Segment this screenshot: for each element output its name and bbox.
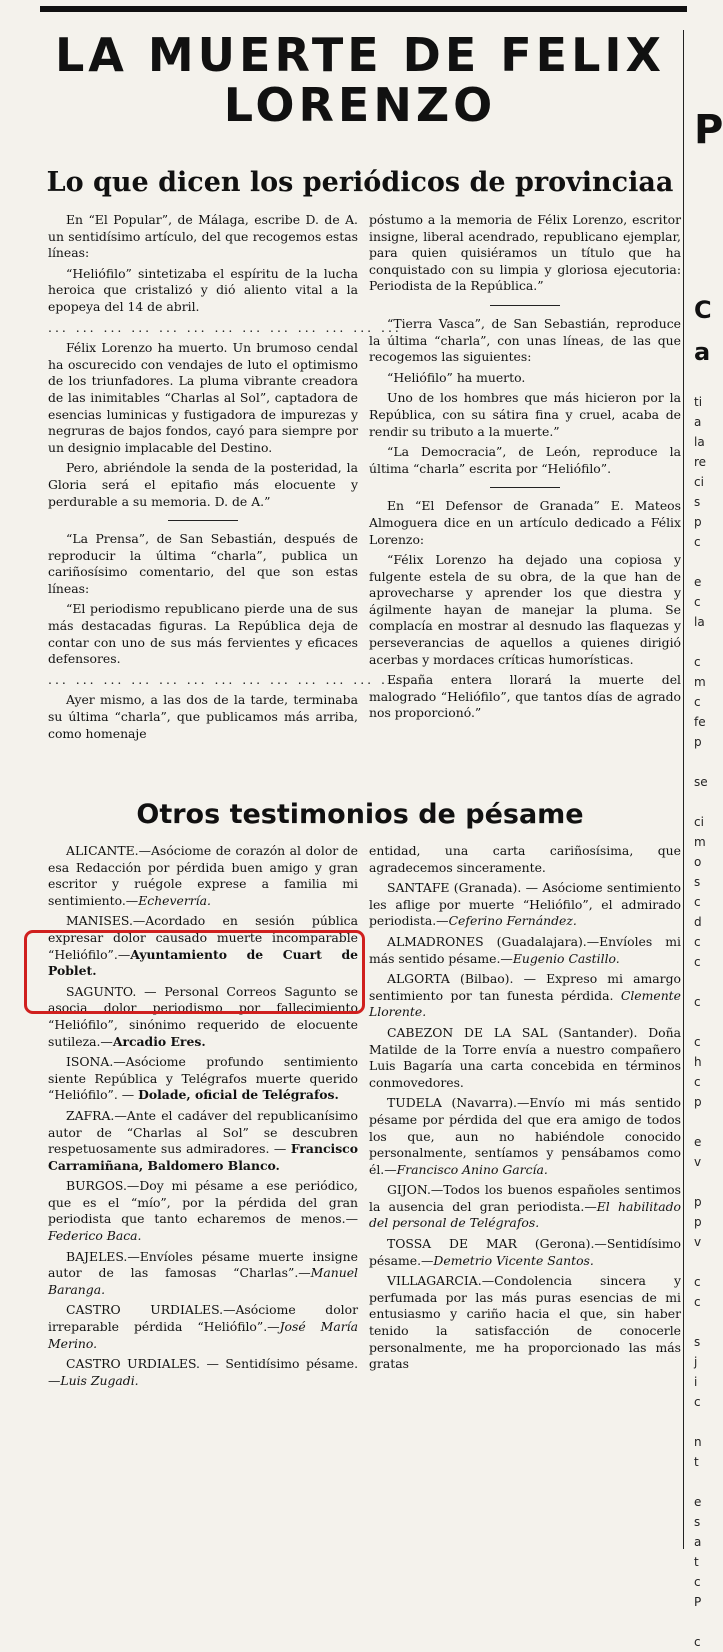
edge-fragment: s (694, 495, 701, 509)
condolence-entry (369, 1182, 681, 1232)
condolence-text: —Todos los buenos españoles sentimos la ausencia del gran periodista.— (369, 1182, 681, 1214)
place-name: TUDELA (387, 1095, 442, 1111)
edge-fragment: c (694, 535, 701, 549)
condolence-entry (48, 1108, 358, 1174)
paragraph: “La Democracia”, de León, reproduce la última “charla” escrita por “Heliófilo”. (369, 444, 681, 476)
place-name: MANISES. (66, 913, 133, 929)
condolences-left-column (48, 843, 358, 1393)
edge-fragment: c (694, 1275, 701, 1289)
paragraph: “La Prensa”, de San Sebastián, después de reproducir la última “charla”, publica un cariñosísimo comentario, del que son estas líneas: (48, 531, 358, 596)
paragraph: “Heliófilo” sintetizaba el espíritu de la lucha heroica que cristalizó y dió aliento vital a la epopeya del 14 de abril. (48, 265, 358, 314)
edge-fragment: e (694, 1495, 702, 1509)
condolence-entry (369, 1095, 681, 1178)
condolence-entry (369, 971, 681, 1021)
paragraph: “Tierra Vasca”, de San Sebastián, reproduce la última “charla”, con unas líneas, de las que recogemos las siguientes: (369, 315, 681, 365)
place-name: GIJON. (387, 1182, 431, 1198)
column-divider (683, 30, 684, 1549)
edge-fragment: d (694, 915, 702, 929)
signature: Arcadio Eres. (112, 1033, 206, 1049)
edge-fragment: c (694, 1075, 701, 1089)
separator (490, 487, 560, 488)
place-name: BAJELES. (66, 1248, 128, 1264)
edge-fragment (694, 1312, 707, 1332)
place-name: BURGOS. (66, 1178, 127, 1194)
adjacent-column-subhead-1: C (694, 296, 712, 324)
condolence-text: — Personal Correos Sagunto se asocia dolor periodismo por fallecimiento “Heliófilo”, sinónimo requerido de elocuente sutileza.— (48, 983, 358, 1049)
edge-fragment: t (694, 1455, 699, 1469)
right-column (369, 212, 681, 726)
edge-fragment (694, 1252, 707, 1272)
edge-fragment: la (694, 435, 705, 449)
edge-fragment: c (694, 1035, 701, 1049)
paragraph: “Heliófilo” ha muerto. (387, 369, 526, 385)
condolence-entry (48, 843, 358, 909)
condolence-entry (48, 1302, 358, 1352)
edge-fragment: P (694, 1595, 702, 1609)
edge-fragment (694, 1612, 707, 1632)
condolence-entry (48, 1356, 358, 1389)
signature: Ceferino Fernández. (448, 913, 577, 929)
edge-fragment: t (694, 1555, 699, 1569)
place-name: SANTAFE (387, 880, 450, 896)
condolence-entry (369, 1236, 681, 1269)
condolence-text: —Doy mi pésame a ese periódico, que es el “mío”, por la pérdida del gran periodista que tanto echaremos de menos.— (48, 1178, 358, 1227)
edge-fragment: s (694, 875, 701, 889)
paragraph: “Félix Lorenzo ha dejado una copiosa y fulgente estela de su obra, de la que han de aprovecharse y aprender los que diestra y ágilmente hayan de manejar la pluma. Se complacía en mostrar al desnudo las flaquezas y perseverancias de aquellos a quienes dirigió acerbas y mordaces críticas humorísticas. (369, 552, 681, 667)
condolence-entry (48, 1054, 358, 1104)
edge-fragment: c (694, 1635, 701, 1649)
edge-fragment (694, 1012, 707, 1032)
edge-fragment (694, 972, 707, 992)
paragraph: póstumo a la memoria de Félix Lorenzo, escritor insigne, liberal acendrado, republicano ejemplar, para quien quisiéramos un título que ha conquistado con su limpia y gloriosa ejecutoria: Periodista de la República.” (369, 212, 681, 294)
edge-fragment: o (694, 855, 702, 869)
edge-fragment: e (694, 575, 702, 589)
place-name: CABEZON DE LA SAL (387, 1024, 548, 1040)
condolence-text: (Granada). — Asóciome sentimiento les aflige por muerte “Heliófilo”, el admirado periodista.— (369, 880, 681, 929)
condolence-text: —Ante el cadáver del republicanísimo autor de “Charlas al Sol” se descubren respetuosamente sus admiradores. — (48, 1107, 358, 1157)
condolence-text: entidad, una carta cariñosísima, que agradecemos sinceramente. (369, 843, 681, 875)
edge-fragment: c (694, 595, 701, 609)
edge-fragment (694, 1472, 707, 1492)
signature: Dolade, oficial de Telégrafos. (138, 1087, 339, 1103)
condolence-text: (Gerona).—Sentidísimo pésame.— (369, 1236, 681, 1268)
signature: Demetrio Vicente Santos. (433, 1252, 594, 1268)
edge-fragment: c (694, 1395, 701, 1409)
place-name: TOSSA DE MAR (387, 1236, 517, 1252)
separator (168, 520, 238, 521)
condolences-right-column (369, 843, 681, 1377)
paragraph: Félix Lorenzo ha muerto. Un brumoso cendal ha oscurecido con vendajes de luto el optimismo de los triunfadores. La pluma vibrante creadora de las inimitables “Charlas al Sol”, captadora de esencias luminicas y fustigadora de impurezas y negruras de bajos fondos, cayó para siempre por un designio implacable del Destino. (48, 340, 358, 455)
place-name: ZAFRA. (66, 1107, 115, 1123)
place-name: SAGUNTO. (66, 983, 137, 999)
signature: Luis Zugadi. (60, 1372, 139, 1388)
adjacent-column-subhead-2: a (694, 338, 711, 366)
paragraph: Uno de los hombres que más hicieron por la República, con su sátira fina y cruel, acaba de rendir su tributo a la muerte.” (369, 390, 681, 439)
place-name: CASTRO URDIALES. (66, 1302, 224, 1318)
edge-fragment: ci (694, 815, 704, 829)
edge-fragment: s (694, 1335, 701, 1349)
signature: Echeverría. (138, 892, 211, 908)
signature: José María Merino. (48, 1319, 358, 1351)
condolence-text: (Bilbao). — Expreso mi amargo sentimiento por tan funesta pérdida. (369, 971, 681, 1003)
edge-fragment (694, 752, 707, 772)
edge-fragment: c (694, 1295, 701, 1309)
condolence-entry (48, 1249, 358, 1299)
edge-fragment: a (694, 1535, 702, 1549)
highlight-box (24, 930, 365, 1014)
edge-fragment (694, 552, 707, 572)
condolence-entry (369, 1025, 681, 1091)
condolence-text: — Sentidísimo pésame.— (48, 1356, 359, 1388)
condolence-text: (Guadalajara).—Envíoles mi más sentido pésame.— (369, 933, 681, 966)
edge-fragment: p (694, 1095, 702, 1109)
adjacent-column-fragments (694, 392, 707, 1652)
condolence-text: —Condolencia sincera y perfumada por las más puras esencias de mi entusiasmo y cariño hacia el que, sin haber tenido la satisfacción de conocerle personalmente, me ha proporcionado las más gratas (369, 1273, 681, 1372)
paragraph: España entera llorará la muerte del malogrado “Heliófilo”, que tantos días de agrado nos proporcionó.” (369, 672, 681, 721)
edge-fragment: c (694, 1575, 701, 1589)
section-title: Otros testimonios de pésame (136, 799, 584, 830)
edge-fragment: re (694, 455, 707, 469)
condolence-text: (Navarra).—Envío mi más sentido pésame por pérdida del que era amigo de todos los que, aun no habiéndole conocido personalmente, sentíamos y pensábamos como él.— (369, 1095, 681, 1177)
edge-fragment (694, 1112, 707, 1132)
edge-fragment: v (694, 1235, 702, 1249)
condolence-text: —Asóciome de corazón al dolor de esa Redacción por pérdida buen amigo y gran escritor y ruégole exprese a familia mi sentimiento.— (48, 843, 358, 908)
edge-fragment: i (694, 1375, 698, 1389)
paragraph: Ayer mismo, a las dos de la tarde, terminaba su última “charla”, que publicamos más arriba, como homenaje (48, 692, 358, 741)
edge-fragment: ti (694, 395, 703, 409)
edge-fragment: p (694, 735, 702, 749)
place-name: ALGORTA (387, 971, 450, 987)
paragraph: En “El Defensor de Granada” E. Mateos Almoguera dice en un artículo dedicado a Félix Lorenzo: (369, 498, 681, 547)
edge-fragment: e (694, 1135, 702, 1149)
place-name: ALMADRONES (387, 933, 484, 949)
edge-fragment: fe (694, 715, 706, 729)
edge-fragment (694, 792, 707, 812)
paragraph: Pero, abriéndole la senda de la posteridad, la Gloria será el epitafio más elocuente y perdurable a su memoria. D. de A.” (48, 460, 358, 509)
condolence-entry (369, 880, 681, 930)
condolence-entry (48, 1178, 358, 1244)
edge-fragment: c (694, 955, 701, 969)
signature: Clemente Llorente. (369, 987, 681, 1020)
condolence-text: (Santander). Doña Matilde de la Torre envía a nuestro compañero Luis Bagaría una carta concebida en términos conmovedores. (369, 1024, 681, 1090)
top-rule (40, 6, 687, 12)
edge-fragment: c (694, 995, 701, 1009)
edge-fragment: m (694, 835, 706, 849)
condolence-text: —Envíoles pésame muerte insigne autor de las famosas “Charlas”.— (48, 1248, 358, 1281)
place-name: CASTRO URDIALES. (66, 1356, 200, 1372)
condolence-entry (369, 843, 681, 876)
separator (490, 305, 560, 306)
edge-fragment: n (694, 1435, 702, 1449)
paragraph: ... ... ... ... ... ... ... ... ... ... ... ... ... (48, 319, 402, 335)
edge-fragment: c (694, 935, 701, 949)
signature: Francisco Anino García. (396, 1161, 548, 1177)
place-name: VILLAGARCIA. (387, 1273, 482, 1289)
paragraph: ... ... ... ... ... ... ... ... ... ... ... ... ... (48, 671, 402, 687)
condolence-text: —Asóciome profundo sentimiento siente República y Telégrafos muerte querido “Heliófilo”. — (48, 1054, 358, 1103)
edge-fragment: h (694, 1055, 702, 1069)
edge-fragment: j (694, 1355, 698, 1369)
edge-fragment: a (694, 415, 702, 429)
condolence-entry (369, 934, 681, 967)
paragraph: “El periodismo republicano pierde una de sus más destacadas figuras. La República deja de contar con uno de sus más fervientes y eficaces defensores. (48, 601, 358, 667)
edge-fragment: p (694, 515, 702, 529)
edge-fragment: s (694, 1515, 701, 1529)
left-column (48, 212, 402, 746)
condolence-entry (369, 1273, 681, 1373)
signature: Manuel Baranga. (48, 1265, 358, 1297)
edge-fragment: p (694, 1215, 702, 1229)
article-subtitle: Lo que dicen los periódicos de provinciaa (46, 167, 674, 198)
article-title: LA MUERTE DE FELIX LORENZO (54, 28, 665, 132)
edge-fragment (694, 1412, 707, 1432)
edge-fragment: p (694, 1195, 702, 1209)
place-name: ISONA. (66, 1054, 114, 1070)
edge-fragment: c (694, 695, 701, 709)
edge-fragment: m (694, 675, 706, 689)
edge-fragment: v (694, 1155, 702, 1169)
signature: Francisco Carramiñana, Baldomero Blanco. (48, 1141, 358, 1173)
edge-fragment (694, 1172, 707, 1192)
adjacent-column-headline: P (694, 107, 723, 153)
paragraph: En “El Popular”, de Málaga, escribe D. de A. un sentidísimo artículo, del que recogemos estas líneas: (48, 212, 358, 261)
edge-fragment: se (694, 775, 708, 789)
signature: Eugenio Castillo. (512, 950, 620, 966)
edge-fragment: c (694, 655, 701, 669)
place-name: ALICANTE. (66, 843, 139, 858)
edge-fragment: c (694, 895, 701, 909)
condolence-text: —Acordado en sesión pública expresar dolor causado muerte incomparable “Heliófilo”.— (48, 913, 358, 962)
signature: El habilitado del personal de Telégrafos. (369, 1198, 681, 1231)
edge-fragment (694, 632, 707, 652)
signature: Ayuntamiento de Cuart de Poblet. (48, 946, 358, 979)
signature: Federico Baca. (48, 1228, 142, 1244)
condolence-text: —Asóciome dolor irreparable pérdida “Heliófilo”.— (48, 1302, 359, 1335)
edge-fragment: ci (694, 475, 704, 489)
edge-fragment: la (694, 615, 705, 629)
